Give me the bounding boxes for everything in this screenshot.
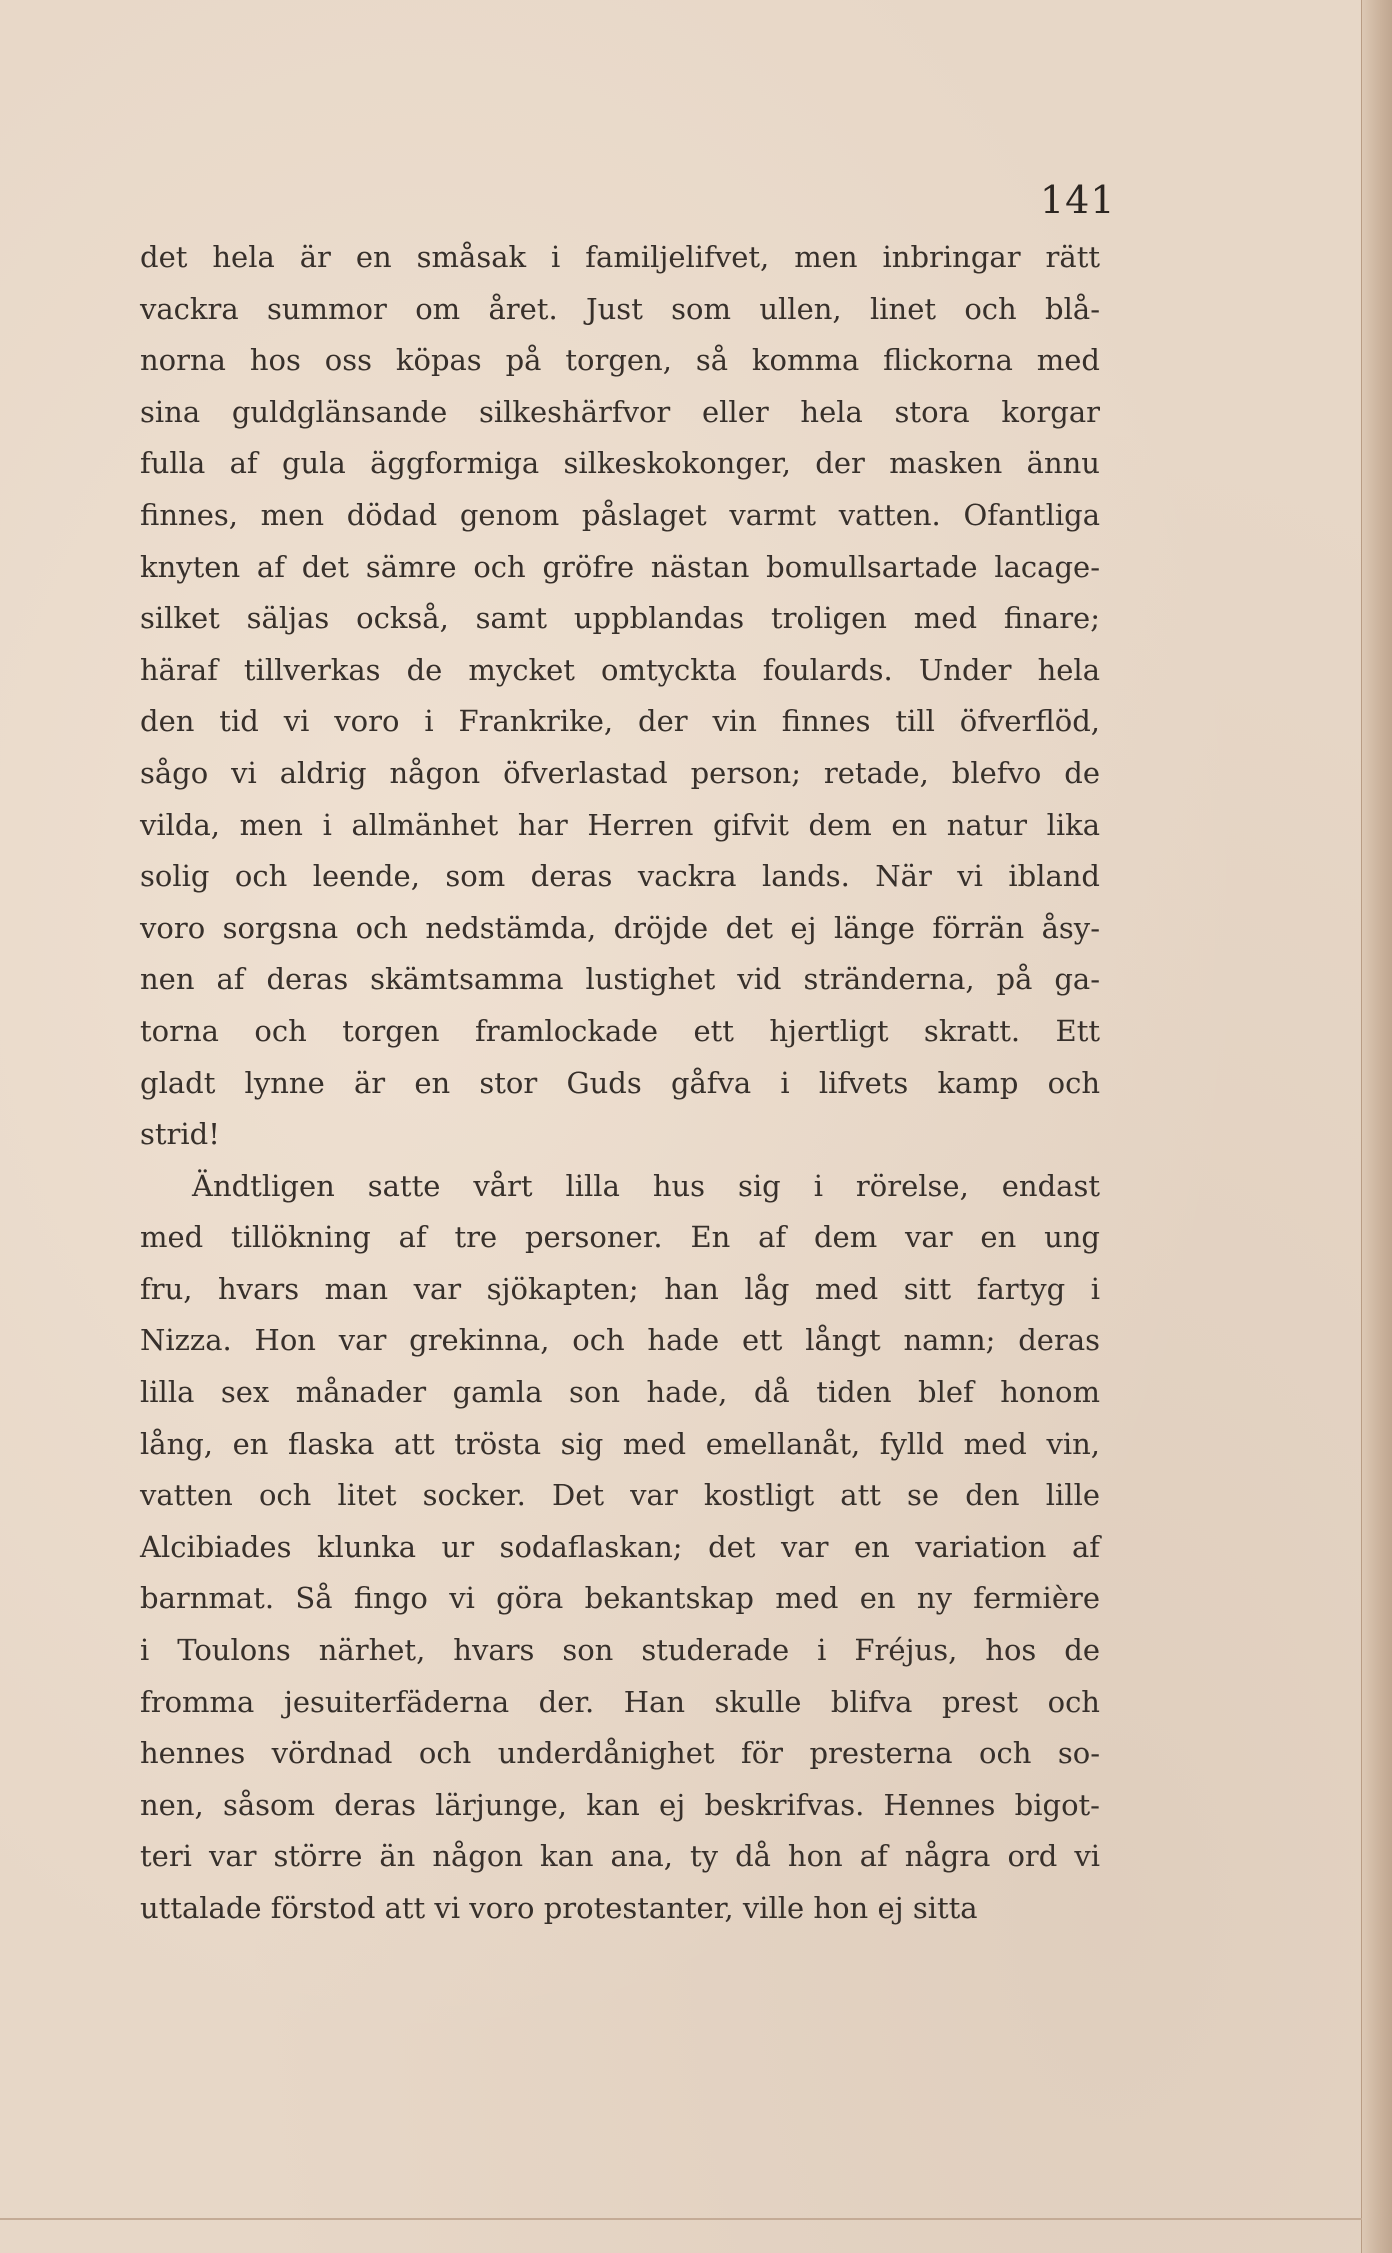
text-line: vackra summor om året. Just som ullen, linet och blå- <box>140 291 1100 326</box>
paragraph <box>140 232 1100 1161</box>
text-line: solig och leende, som deras vackra lands. När vi ibland <box>140 859 1100 894</box>
text-line: sina guldglänsande silkeshärfvor eller hela stora korgar <box>140 394 1100 429</box>
text-line: Alcibiades klunka ur sodaflaskan; det var en variation af <box>140 1529 1100 1564</box>
text-line: strid! <box>140 1117 220 1152</box>
text-line: hennes vördnad och underdånighet för presterna och so- <box>140 1736 1100 1771</box>
text-line: voro sorgsna och nedstämda, dröjde det ej länge förrän åsy- <box>140 910 1100 945</box>
text-line: silket säljas också, samt uppblandas troligen med finare; <box>140 601 1100 636</box>
text-line: sågo vi aldrig någon öfverlastad person; retade, blefvo de <box>140 755 1100 790</box>
text-line: i Toulons närhet, hvars son studerade i Fréjus, hos de <box>140 1633 1100 1668</box>
text-line: Ändtligen satte vårt lilla hus sig i rörelse, endast <box>192 1168 1100 1203</box>
text-line: fulla af gula äggformiga silkeskokonger, der masken ännu <box>140 446 1100 481</box>
text-line: vatten och litet socker. Det var kostligt att se den lille <box>140 1478 1100 1513</box>
text-line: nen, såsom deras lärjunge, kan ej beskrifvas. Hennes bigot- <box>140 1787 1100 1822</box>
text-line: torna och torgen framlockade ett hjertligt skratt. Ett <box>140 1013 1100 1048</box>
text-line: uttalade förstod att vi voro protestanter, ville hon ej sitta <box>140 1891 978 1925</box>
text-line: Nizza. Hon var grekinna, och hade ett långt namn; deras <box>140 1323 1100 1358</box>
text-line: knyten af det sämre och gröfre nästan bomullsartade lacage- <box>140 549 1100 584</box>
text-line: barnmat. Så fingo vi göra bekantskap med en ny fermière <box>140 1581 1100 1616</box>
text-line: finnes, men dödad genom påslaget varmt vatten. Ofantliga <box>140 497 1100 532</box>
text-line: vilda, men i allmänhet har Herren gifvit dem en natur lika <box>140 807 1100 842</box>
text-line: lång, en flaska att trösta sig med emellanåt, fylld med vin, <box>140 1426 1100 1461</box>
bottom-rule <box>0 2218 1362 2220</box>
text-line: teri var större än någon kan ana, ty då hon af några ord vi <box>140 1839 1100 1874</box>
text-line: gladt lynne är en stor Guds gåfva i lifvets kamp och <box>140 1065 1100 1100</box>
page-number: 141 <box>1040 178 1116 222</box>
paragraph <box>140 1161 1100 1935</box>
text-line: den tid vi voro i Frankrike, der vin finnes till öfverflöd, <box>140 704 1100 739</box>
text-line: det hela är en småsak i familjelifvet, men inbringar rätt <box>140 240 1100 274</box>
page-edge <box>1361 0 1392 2253</box>
text-line: norna hos oss köpas på torgen, så komma flickorna med <box>140 343 1100 378</box>
text-line: fromma jesuiterfäderna der. Han skulle blifva prest och <box>140 1684 1100 1719</box>
text-line: fru, hvars man var sjökapten; han låg med sitt fartyg i <box>140 1271 1100 1306</box>
text-line: med tillökning af tre personer. En af dem var en ung <box>140 1220 1100 1255</box>
text-line: lilla sex månader gamla son hade, då tiden blef honom <box>140 1375 1100 1410</box>
text-line: häraf tillverkas de mycket omtyckta foulards. Under hela <box>140 652 1100 687</box>
body-text <box>140 232 1100 1935</box>
text-line: nen af deras skämtsamma lustighet vid stränderna, på ga- <box>140 962 1100 997</box>
